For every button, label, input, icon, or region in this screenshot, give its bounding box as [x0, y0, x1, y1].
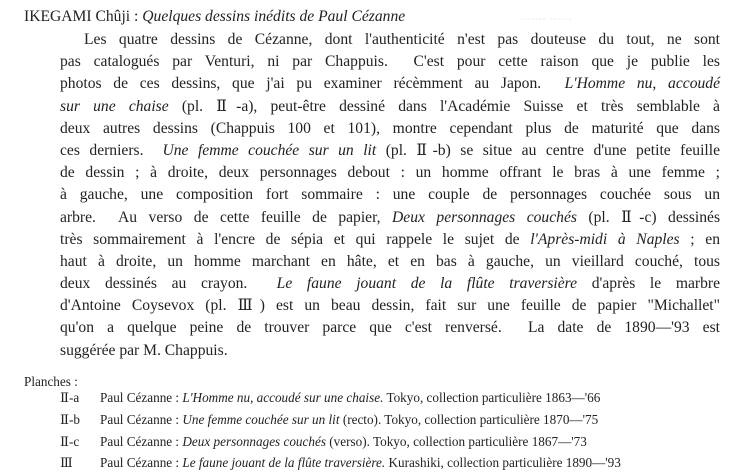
paragraph-line [60, 140, 720, 162]
italic-title-text: Deux personnages couchés [392, 208, 577, 226]
author-name: IKEGAMI Chûji : [24, 8, 139, 25]
paragraph-line [60, 273, 720, 295]
faded-neighbor-text: ....... ...... [520, 8, 573, 24]
paragraph-line [60, 29, 720, 51]
plate-entry [60, 434, 587, 450]
paragraph-line [60, 295, 720, 317]
paragraph-line [60, 96, 720, 118]
text-run: ces derniers. [60, 141, 163, 159]
text-run: haut à droite, un homme marchant en hâte, et en bas à gauche, un vieillard couché, tous [60, 252, 720, 270]
text-run: suggérée par M. Chappuis. [60, 341, 228, 359]
plate-number: Ⅱ-c [60, 434, 80, 449]
planches-label: Planches : [24, 374, 78, 389]
text-run: de dessin ; à droite, deux personnages debout : un homme offrant le bras à une femme ; [60, 164, 720, 182]
italic-title-text: Le faune jouant de la flûte traversière [276, 275, 578, 293]
plate-title: Le faune jouant de la flûte traversière. [182, 455, 386, 470]
article-paragraph [60, 29, 720, 362]
plate-details: Kurashiki, collection particulière 1890—'93 [388, 455, 621, 470]
plate-title: Deux personnages couchés [182, 434, 326, 449]
text-run: à gauche, une composition fort sommaire : une couple de personnages couchée sous un [60, 186, 720, 204]
italic-title-text: L'Homme nu, accoudé [564, 75, 721, 93]
paragraph-line [60, 51, 720, 73]
paragraph-line [60, 118, 720, 140]
text-run: Les quatre dessins de Cézanne, dont l'authenticité n'est pas douteuse du tout, ne sont [84, 31, 720, 48]
plate-entry [60, 412, 598, 428]
text-run: très sommairement à l'encre de sépia et qui rappele le sujet de [60, 230, 531, 248]
text-run: deux autres dessins (Chappuis 100 et 101), montre cependant plus de maturité que dans [60, 119, 720, 137]
plate-entry [60, 390, 600, 406]
paragraph-line [60, 73, 720, 95]
plate-title: L'Homme nu, accoudé sur une chaise. [182, 390, 384, 405]
text-run: d'Antoine Coysevox (pl. Ⅲ) est un beau dessin, fait sur une feuille de papier "Michallet" [60, 297, 720, 315]
paragraph-line [60, 340, 720, 362]
italic-title-text: l'Après-midi à Naples [530, 230, 680, 248]
text-run: photos de ces dessins, que j'ai pu examiner récèmment au Japon. [60, 75, 565, 93]
paragraph-line [60, 162, 720, 184]
text-run: deux dessinés au crayon. [60, 275, 277, 293]
plate-number: Ⅱ-a [60, 390, 80, 405]
plate-artist: Paul Cézanne : [100, 455, 180, 470]
text-run: (pl. Ⅱ-c) dessinés [576, 208, 721, 226]
italic-title-text: Une femme couchée sur un lit [162, 141, 377, 159]
plate-artist: Paul Cézanne : [100, 412, 180, 427]
italic-title-text: sur une chaise [60, 97, 169, 115]
plate-number: Ⅱ-b [60, 412, 80, 427]
text-run: pas catalogués par Venturi, ni par Chappuis. C'est pour cette raison que je publie les [60, 53, 720, 71]
plate-details: (verso). Tokyo, collection particulière 1867—'73 [329, 434, 587, 449]
plate-details: Tokyo, collection particulière 1863—'66 [386, 390, 601, 405]
plate-artist: Paul Cézanne : [100, 390, 180, 405]
text-run: d'après le marbre [577, 275, 720, 293]
text-run: ; en [679, 230, 721, 248]
article-heading [24, 8, 405, 26]
paragraph-line [60, 251, 720, 273]
paragraph-line [60, 184, 720, 206]
plate-entry [60, 455, 621, 471]
paragraph-line [60, 207, 720, 229]
article-title: Quelques dessins inédits de Paul Cézanne [142, 8, 406, 25]
text-run: qu'on a quelque peine de trouver parce que c'est renversé. La date de 1890—'93 est [60, 319, 720, 337]
plate-artist: Paul Cézanne : [100, 434, 180, 449]
plate-number: Ⅲ [60, 455, 73, 470]
plate-details: (recto). Tokyo, collection particulière 1870—'75 [342, 412, 599, 427]
text-run: arbre. Au verso de cette feuille de papier, [60, 208, 393, 226]
paragraph-line [60, 317, 720, 339]
paragraph-line [60, 229, 720, 251]
text-run: (pl. Ⅱ-b) se situe au centre d'une petite feuille [376, 141, 721, 159]
plate-title: Une femme couchée sur un lit [182, 412, 340, 427]
text-run: (pl. Ⅱ-a), peut-être dessiné dans l'Académie Suisse et très semblable à [168, 97, 720, 115]
